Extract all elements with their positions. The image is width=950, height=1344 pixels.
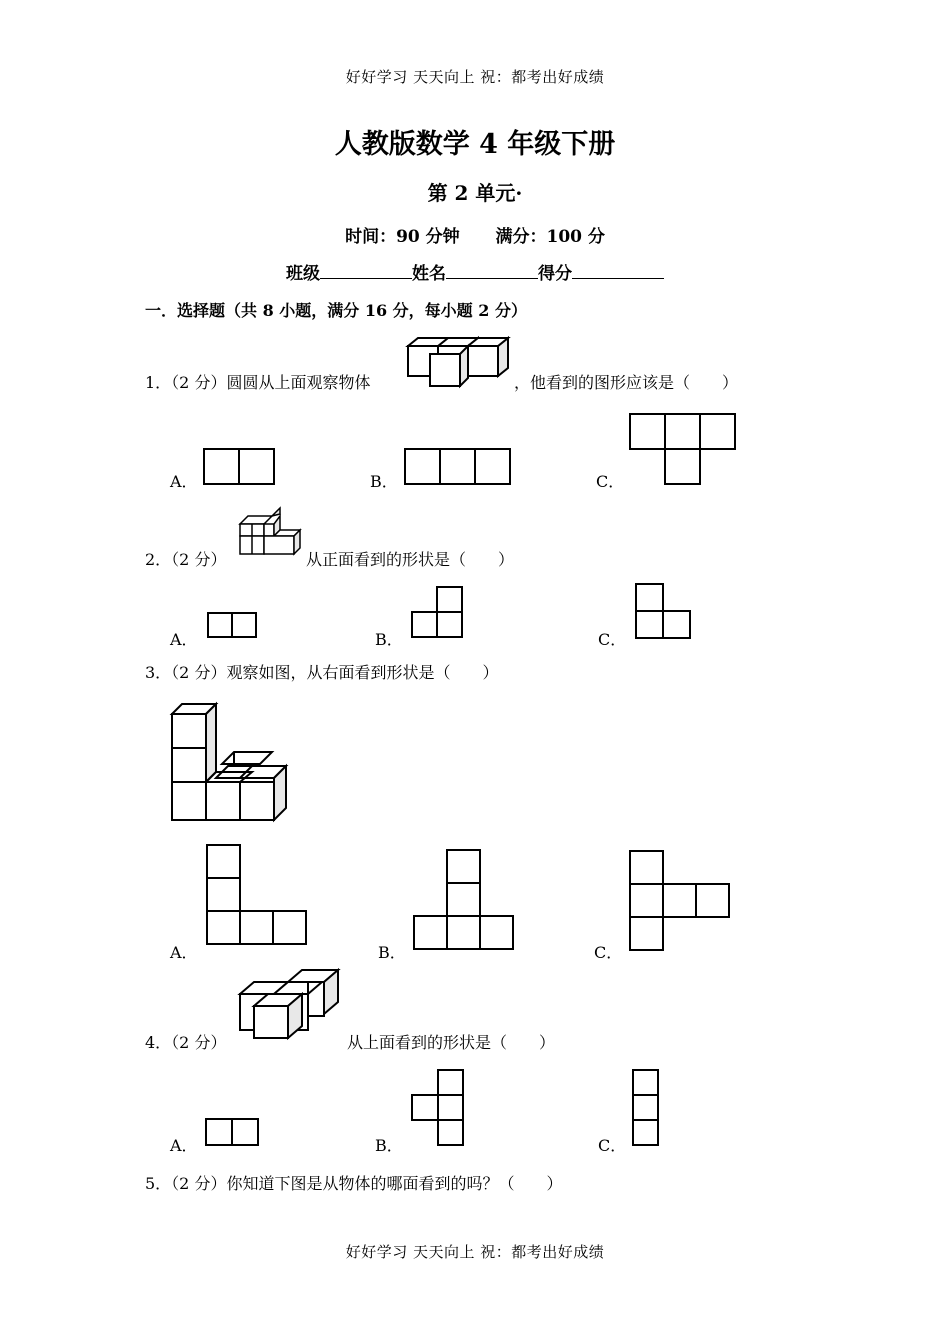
question-4-prefix: 4．（2 分） bbox=[145, 1033, 227, 1052]
q4-option-c-figure[interactable] bbox=[632, 1069, 660, 1147]
exam-info bbox=[0, 222, 950, 247]
question-1-figure bbox=[408, 336, 514, 388]
exam-score: 满分：100 分 bbox=[495, 227, 605, 247]
class-blank[interactable] bbox=[320, 262, 412, 279]
question-1-suffix: ，他看到的图形应该是（ ） bbox=[514, 373, 739, 392]
page-header: 好好学习 天天向上 祝：都考出好成绩 bbox=[345, 68, 605, 86]
class-label: 班级 bbox=[286, 264, 320, 284]
question-2-prefix: 2．（2 分） bbox=[145, 550, 227, 569]
q1-option-b-figure[interactable] bbox=[404, 448, 512, 486]
question-2-figure bbox=[240, 514, 304, 558]
name-blank[interactable] bbox=[446, 262, 538, 279]
q4-option-b-label[interactable]: B． bbox=[375, 1136, 403, 1155]
question-2-suffix: 从正面看到的形状是（ ） bbox=[306, 550, 515, 569]
question-3-text: 3．（2 分）观察如图，从右面看到形状是（ ） bbox=[145, 663, 499, 682]
student-fields bbox=[0, 259, 950, 284]
question-3-figure bbox=[168, 702, 292, 826]
q2-option-b-figure[interactable] bbox=[411, 586, 463, 638]
q3-option-b-label[interactable]: B． bbox=[378, 943, 406, 962]
q1-option-b-label[interactable]: B． bbox=[370, 472, 398, 491]
q4-option-a-label[interactable]: A． bbox=[170, 1136, 198, 1155]
section-heading: 一．选择题（共 8 小题，满分 16 分，每小题 2 分） bbox=[145, 301, 527, 320]
q1-option-c-label[interactable]: C． bbox=[596, 472, 625, 491]
question-4-figure bbox=[238, 974, 344, 1042]
q3-option-b-figure[interactable] bbox=[413, 849, 515, 951]
q3-option-a-figure[interactable] bbox=[206, 844, 308, 946]
q3-option-c-figure[interactable] bbox=[629, 850, 733, 952]
q2-option-a-label[interactable]: A． bbox=[170, 630, 198, 649]
q4-option-c-label[interactable]: C． bbox=[598, 1136, 627, 1155]
q1-cube-back-3 bbox=[468, 346, 498, 376]
q2-option-b-label[interactable]: B． bbox=[375, 630, 403, 649]
q1-option-a-figure[interactable] bbox=[203, 448, 275, 486]
q2-option-a-figure[interactable] bbox=[207, 612, 257, 638]
unit-subtitle: 第 2 单元· bbox=[427, 181, 523, 205]
question-5-text: 5．（2 分）你知道下图是从物体的哪面看到的吗？（ ） bbox=[145, 1174, 563, 1193]
name-label: 姓名 bbox=[412, 264, 446, 284]
q4-option-a-figure[interactable] bbox=[205, 1118, 259, 1146]
question-4-suffix: 从上面看到的形状是（ ） bbox=[347, 1033, 556, 1052]
q2-option-c-figure[interactable] bbox=[635, 583, 691, 639]
grade-label: 得分 bbox=[538, 264, 572, 284]
page-footer: 好好学习 天天向上 祝：都考出好成绩 bbox=[345, 1243, 605, 1261]
q3-option-c-label[interactable]: C． bbox=[594, 943, 623, 962]
q2-option-c-label[interactable]: C． bbox=[598, 630, 627, 649]
q4-option-b-figure[interactable] bbox=[411, 1069, 465, 1147]
q1-cube-front bbox=[430, 354, 460, 386]
q1-option-a-label[interactable]: A． bbox=[170, 472, 198, 491]
grade-blank[interactable] bbox=[572, 262, 664, 279]
exam-time: 时间：90 分钟 bbox=[345, 227, 460, 247]
page-title: 人教版数学 4 年级下册 bbox=[334, 129, 616, 160]
question-1-prefix: 1．（2 分）圆圆从上面观察物体 bbox=[145, 373, 371, 392]
q3-option-a-label[interactable]: A． bbox=[170, 943, 198, 962]
q1-option-c-figure[interactable] bbox=[629, 413, 737, 487]
